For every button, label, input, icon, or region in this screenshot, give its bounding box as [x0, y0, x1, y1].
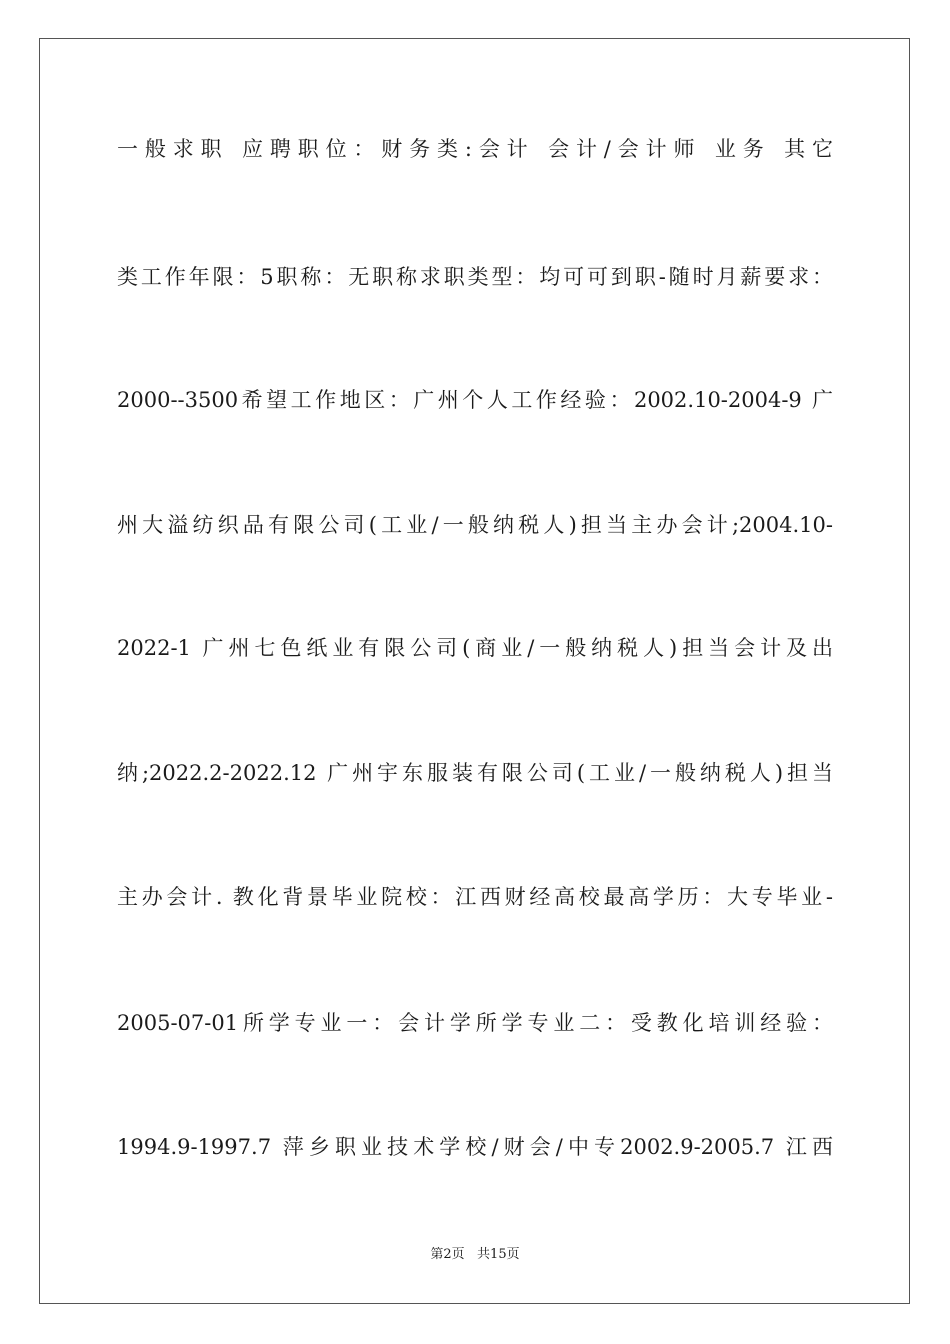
text-line: 州大溢纺织品有限公司(工业/一般纳税人)担当主办会计;2004.10- [117, 513, 833, 537]
text-line: 类工作年限：5职称：无职称求职类型：均可可到职-随时月薪要求： [117, 265, 833, 289]
text-line: 1994.9-1997.7 萍乡职业技术学校/财会/中专2002.9-2005.7 江西 [117, 1135, 833, 1159]
text-line: 2022-1 广州七色纸业有限公司(商业/一般纳税人)担当会计及出 [117, 636, 833, 660]
text-line: 2000--3500希望工作地区：广州个人工作经验：2002.10-2004-9 广 [117, 388, 833, 412]
text-line: 一般求职 应聘职位：财务类:会计 会计/会计师 业务 其它 [117, 137, 833, 161]
text-line: 纳;2022.2-2022.12 广州宇东服装有限公司(工业/一般纳税人)担当 [117, 761, 833, 785]
text-line: 主办会计. 教化背景毕业院校：江西财经高校最高学历：大专毕业- [117, 885, 833, 909]
page-border [39, 38, 910, 1304]
text-line: 2005-07-01所学专业一：会计学所学专业二：受教化培训经验： [117, 1011, 833, 1035]
page-footer: 第2页 共15页 [430, 1247, 520, 1262]
